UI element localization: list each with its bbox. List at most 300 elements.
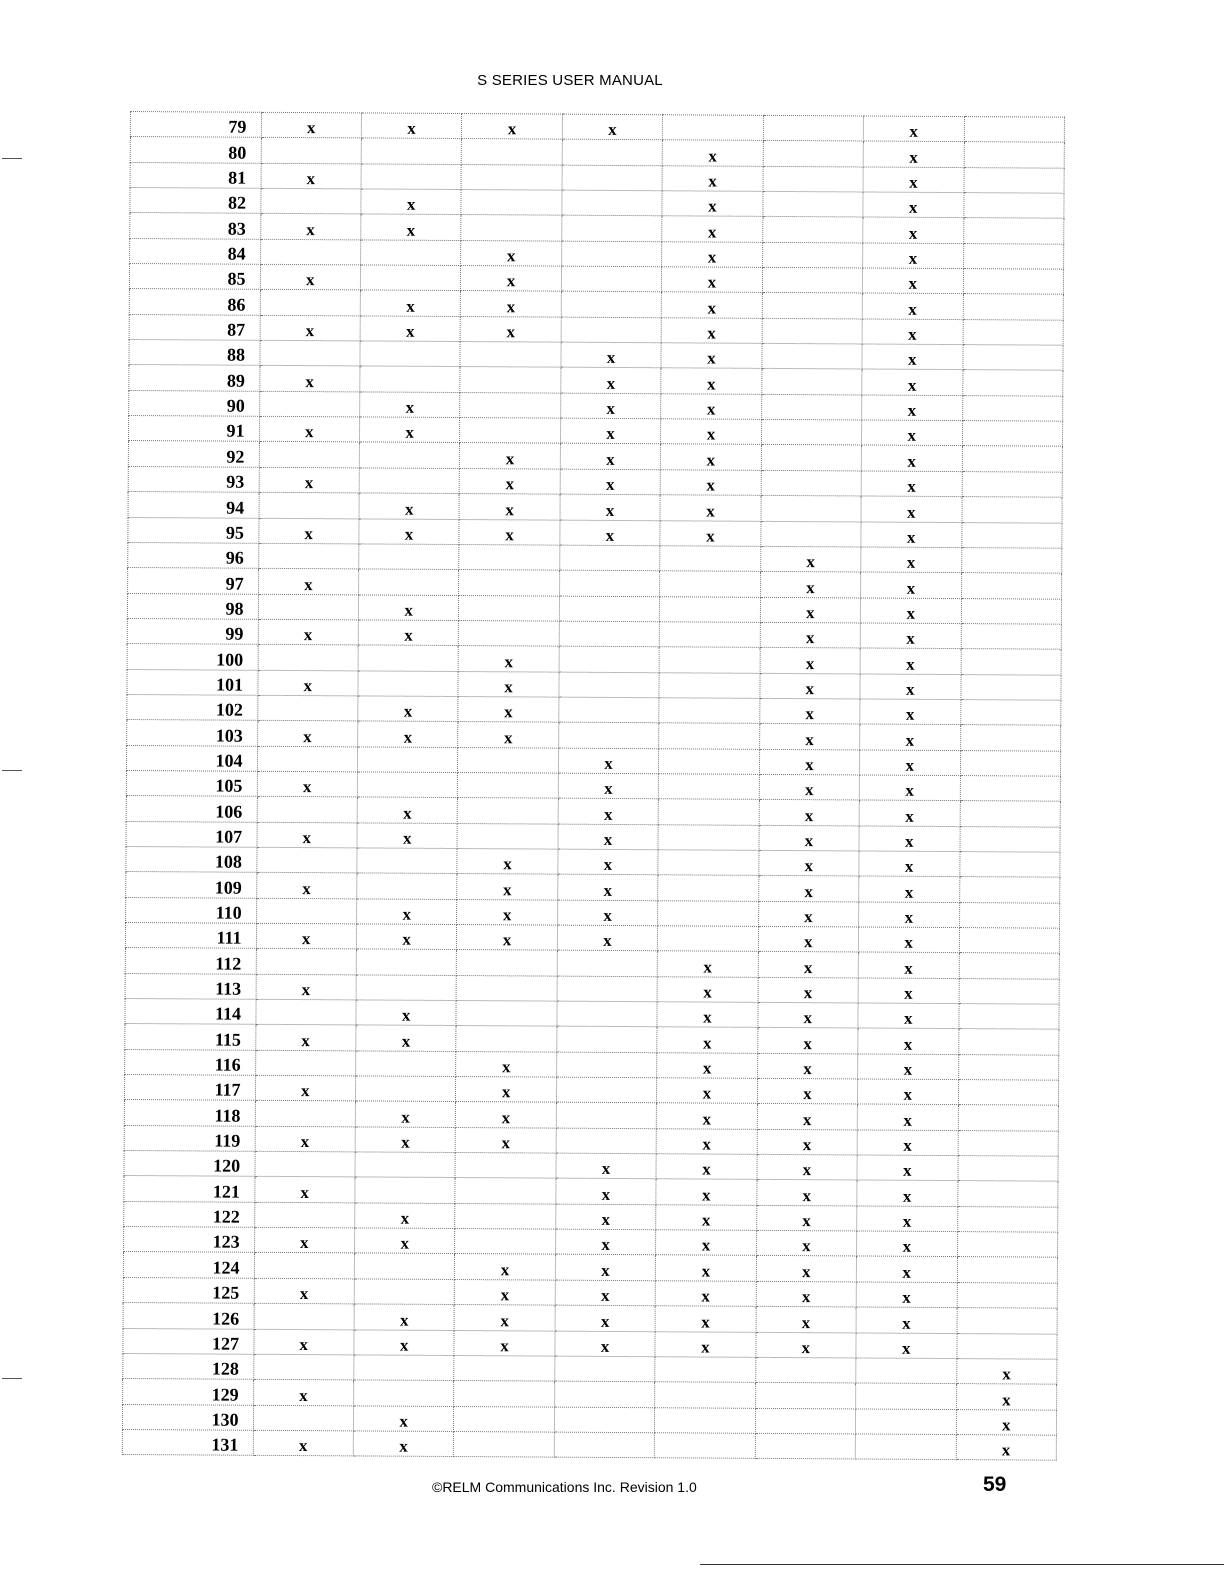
mark-cell — [359, 569, 460, 595]
mark-cell — [457, 950, 558, 976]
mark-cell: x — [863, 243, 964, 269]
mark-cell — [959, 877, 1060, 903]
mark-cell: x — [560, 494, 661, 520]
mark-cell — [459, 570, 560, 596]
mark-cell: x — [759, 825, 860, 851]
row-number: 123 — [124, 1227, 255, 1253]
mark-cell: x — [863, 167, 964, 193]
mark-cell — [963, 294, 1064, 320]
mark-cell — [658, 875, 759, 901]
mark-cell — [957, 1308, 1058, 1334]
mark-cell — [957, 1282, 1058, 1308]
mark-cell: x — [557, 925, 658, 951]
mark-cell — [556, 1077, 657, 1103]
mark-cell — [354, 1355, 455, 1381]
mark-cell — [254, 1202, 355, 1228]
row-number: 111 — [125, 922, 256, 948]
mark-cell: x — [756, 1332, 857, 1358]
mark-cell — [359, 468, 460, 494]
mark-cell — [355, 1076, 456, 1102]
mark-cell: x — [562, 114, 663, 140]
mark-cell: x — [258, 568, 359, 594]
mark-cell: x — [360, 316, 461, 342]
mark-cell: x — [457, 925, 558, 951]
mark-cell — [356, 949, 457, 975]
mark-cell: x — [461, 240, 562, 266]
mark-cell: x — [361, 214, 462, 240]
mark-cell: x — [758, 850, 859, 876]
mark-cell: x — [759, 724, 860, 750]
row-number: 88 — [129, 340, 260, 366]
mark-cell — [755, 1357, 856, 1383]
mark-cell: x — [456, 1077, 557, 1103]
mark-cell: x — [656, 1128, 757, 1154]
mark-cell: x — [460, 468, 561, 494]
mark-cell — [655, 1433, 756, 1459]
row-number: 81 — [130, 162, 261, 188]
mark-cell: x — [861, 471, 962, 497]
mark-cell: x — [359, 493, 460, 519]
mark-cell: x — [458, 671, 559, 697]
mark-cell — [959, 826, 1060, 852]
mark-cell: x — [862, 344, 963, 370]
mark-cell: x — [358, 696, 459, 722]
mark-cell: x — [956, 1358, 1057, 1384]
mark-cell — [260, 290, 361, 316]
mark-cell: x — [260, 264, 361, 290]
mark-cell: x — [656, 1205, 757, 1231]
mark-cell: x — [859, 876, 960, 902]
mark-cell: x — [863, 141, 964, 167]
mark-cell — [261, 138, 362, 164]
mark-cell — [554, 1381, 655, 1407]
mark-cell — [658, 900, 759, 926]
mark-cell — [963, 269, 1064, 295]
row-number: 110 — [126, 897, 257, 923]
mark-cell — [560, 545, 661, 571]
mark-cell: x — [956, 1434, 1057, 1460]
mark-cell: x — [861, 547, 962, 573]
mark-cell: x — [461, 266, 562, 292]
mark-cell — [660, 571, 761, 597]
row-number: 107 — [126, 821, 257, 847]
mark-cell: x — [657, 951, 758, 977]
mark-cell: x — [859, 775, 960, 801]
mark-cell: x — [357, 823, 458, 849]
mark-cell: x — [455, 1279, 556, 1305]
mark-cell — [357, 746, 458, 772]
mark-cell: x — [860, 674, 961, 700]
mark-cell: x — [657, 1052, 758, 1078]
mark-cell: x — [259, 366, 360, 392]
mark-cell: x — [863, 192, 964, 218]
mark-cell — [658, 926, 759, 952]
mark-cell — [460, 392, 561, 418]
mark-cell: x — [858, 952, 959, 978]
mark-cell — [561, 292, 662, 318]
mark-cell: x — [457, 848, 558, 874]
row-number: 112 — [125, 948, 256, 974]
row-number: 90 — [129, 390, 260, 416]
mark-cell — [855, 1434, 956, 1460]
mark-cell: x — [856, 1332, 957, 1358]
mark-cell: x — [355, 1101, 456, 1127]
mark-cell: x — [561, 368, 662, 394]
mark-cell — [960, 750, 1061, 776]
mark-cell — [655, 1357, 756, 1383]
mark-cell: x — [860, 623, 961, 649]
mark-cell: x — [858, 1054, 959, 1080]
mark-cell: x — [662, 191, 763, 217]
mark-cell: x — [759, 749, 860, 775]
mark-cell — [659, 698, 760, 724]
mark-cell: x — [254, 1177, 355, 1203]
mark-cell: x — [657, 1103, 758, 1129]
mark-cell: x — [756, 1205, 857, 1231]
mark-cell — [259, 340, 360, 366]
mark-cell: x — [857, 1155, 958, 1181]
mark-cell: x — [558, 874, 659, 900]
mark-cell: x — [260, 214, 361, 240]
mark-cell: x — [857, 1231, 958, 1257]
mark-cell: x — [255, 1075, 356, 1101]
mark-cell — [557, 976, 658, 1002]
mark-cell — [461, 190, 562, 216]
mark-cell: x — [757, 1078, 858, 1104]
row-number: 79 — [130, 112, 261, 138]
mark-cell: x — [456, 1102, 557, 1128]
mark-cell: x — [455, 1254, 556, 1280]
mark-cell: x — [555, 1255, 656, 1281]
row-number: 124 — [123, 1252, 254, 1278]
mark-cell: x — [354, 1304, 455, 1330]
mark-cell — [761, 419, 862, 445]
mark-cell — [556, 1103, 657, 1129]
mark-cell: x — [860, 750, 961, 776]
mark-cell — [559, 646, 660, 672]
mark-cell: x — [661, 343, 762, 369]
mark-cell — [461, 164, 562, 190]
table-row — [122, 1429, 1056, 1460]
mark-cell: x — [361, 113, 462, 139]
mark-cell — [259, 391, 360, 417]
mark-cell — [254, 1303, 355, 1329]
mark-cell: x — [353, 1405, 454, 1431]
mark-cell: x — [956, 1384, 1057, 1410]
row-number: 120 — [124, 1151, 255, 1177]
row-number: 103 — [127, 720, 258, 746]
mark-cell — [260, 188, 361, 214]
mark-cell — [962, 395, 1063, 421]
mark-cell: x — [656, 1255, 757, 1281]
mark-cell: x — [261, 112, 362, 138]
mark-cell — [959, 852, 1060, 878]
mark-cell — [256, 898, 357, 924]
mark-cell — [257, 797, 358, 823]
mark-cell: x — [461, 291, 562, 317]
mark-cell — [458, 798, 559, 824]
mark-cell: x — [655, 1306, 756, 1332]
mark-cell — [259, 492, 360, 518]
mark-cell — [358, 645, 459, 671]
mark-cell — [254, 1253, 355, 1279]
mark-cell — [763, 115, 864, 141]
mark-cell: x — [459, 519, 560, 545]
row-number: 105 — [126, 770, 257, 796]
mark-cell — [457, 823, 558, 849]
mark-cell: x — [360, 392, 461, 418]
mark-cell — [355, 1152, 456, 1178]
mark-cell: x — [760, 572, 861, 598]
mark-cell — [459, 544, 560, 570]
mark-cell: x — [662, 216, 763, 242]
mark-cell — [258, 645, 359, 671]
mark-cell — [964, 167, 1065, 193]
mark-cell — [456, 1001, 557, 1027]
mark-cell — [761, 445, 862, 471]
mark-cell — [957, 1232, 1058, 1258]
mark-cell: x — [657, 1078, 758, 1104]
mark-cell: x — [256, 873, 357, 899]
mark-cell — [361, 164, 462, 190]
mark-cell: x — [759, 774, 860, 800]
mark-cell: x — [660, 520, 761, 546]
mark-cell: x — [255, 1025, 356, 1051]
mark-cell: x — [560, 418, 661, 444]
mark-cell — [957, 1181, 1058, 1207]
row-number: 127 — [123, 1328, 254, 1354]
mark-cell — [763, 191, 864, 217]
mark-cell — [361, 138, 462, 164]
mark-cell — [763, 166, 864, 192]
mark-cell: x — [257, 822, 358, 848]
mark-cell — [658, 824, 759, 850]
mark-cell — [659, 647, 760, 673]
mark-cell — [660, 596, 761, 622]
mark-cell — [356, 975, 457, 1001]
mark-cell: x — [860, 699, 961, 725]
mark-cell: x — [655, 1281, 756, 1307]
mark-cell: x — [860, 724, 961, 750]
mark-cell — [960, 674, 1061, 700]
mark-cell — [660, 546, 761, 572]
mark-cell: x — [758, 977, 859, 1003]
mark-cell — [960, 801, 1061, 827]
mark-cell — [455, 1229, 556, 1255]
row-number: 125 — [123, 1277, 254, 1303]
row-number: 109 — [126, 872, 257, 898]
mark-cell: x — [858, 1003, 959, 1029]
mark-cell — [761, 521, 862, 547]
scan-edge-mark — [2, 158, 22, 159]
scan-edge-mark — [2, 1378, 22, 1379]
mark-cell — [561, 241, 662, 267]
mark-cell — [559, 596, 660, 622]
mark-cell — [958, 1130, 1059, 1156]
mark-cell — [957, 1257, 1058, 1283]
mark-cell — [655, 1407, 756, 1433]
mark-cell: x — [253, 1329, 354, 1355]
mark-cell — [958, 1054, 1059, 1080]
mark-cell: x — [857, 1206, 958, 1232]
mark-cell: x — [656, 1179, 757, 1205]
mark-cell — [755, 1433, 856, 1459]
mark-cell — [258, 594, 359, 620]
mark-cell: x — [661, 292, 762, 318]
mark-cell — [559, 570, 660, 596]
mark-cell: x — [255, 1126, 356, 1152]
row-number: 94 — [128, 492, 259, 518]
mark-cell: x — [662, 165, 763, 191]
mark-cell — [257, 695, 358, 721]
mark-cell: x — [359, 518, 460, 544]
mark-cell — [961, 598, 1062, 624]
mark-cell — [962, 446, 1063, 472]
mark-cell: x — [558, 773, 659, 799]
mark-cell: x — [661, 394, 762, 420]
mark-cell — [959, 928, 1060, 954]
row-number: 116 — [125, 1049, 256, 1075]
mark-cell: x — [760, 546, 861, 572]
mark-cell — [755, 1383, 856, 1409]
mark-cell: x — [758, 876, 859, 902]
mark-cell: x — [253, 1430, 354, 1456]
mark-cell — [761, 369, 862, 395]
mark-cell — [762, 293, 863, 319]
mark-cell — [455, 1203, 556, 1229]
mark-cell: x — [353, 1431, 454, 1457]
mark-cell — [659, 672, 760, 698]
mark-cell — [957, 1156, 1058, 1182]
mark-cell: x — [861, 445, 962, 471]
mark-cell: x — [856, 1282, 957, 1308]
mark-cell: x — [862, 395, 963, 421]
mark-cell: x — [360, 290, 461, 316]
mark-cell: x — [861, 521, 962, 547]
mark-cell: x — [454, 1305, 555, 1331]
mark-cell: x — [758, 926, 859, 952]
mark-cell — [961, 547, 1062, 573]
mark-cell: x — [555, 1204, 656, 1230]
row-number: 102 — [127, 694, 258, 720]
row-number: 92 — [128, 441, 259, 467]
mark-cell — [359, 442, 460, 468]
mark-cell: x — [258, 619, 359, 645]
row-number: 121 — [124, 1176, 255, 1202]
mark-cell — [762, 343, 863, 369]
mark-cell: x — [858, 1028, 959, 1054]
mark-cell — [259, 442, 360, 468]
mark-cell: x — [558, 748, 659, 774]
row-number: 87 — [129, 314, 260, 340]
mark-cell: x — [359, 417, 460, 443]
mark-cell — [357, 772, 458, 798]
row-number: 130 — [122, 1404, 253, 1430]
mark-cell: x — [457, 874, 558, 900]
page-header-title: S SERIES USER MANUAL — [477, 72, 663, 89]
row-number: 115 — [125, 1024, 256, 1050]
row-number: 96 — [128, 542, 259, 568]
mark-cell: x — [257, 670, 358, 696]
mark-cell — [459, 620, 560, 646]
mark-cell — [961, 522, 1062, 548]
mark-cell — [359, 544, 460, 570]
mark-cell — [557, 950, 658, 976]
mark-cell — [663, 115, 764, 141]
mark-cell: x — [358, 594, 459, 620]
mark-cell: x — [863, 217, 964, 243]
mark-cell — [454, 1381, 555, 1407]
mark-cell — [360, 265, 461, 291]
mark-cell — [856, 1408, 957, 1434]
scan-edge-mark — [2, 770, 22, 771]
mark-cell: x — [556, 1179, 657, 1205]
mark-cell: x — [757, 1104, 858, 1130]
row-number: 119 — [124, 1125, 255, 1151]
mark-cell: x — [356, 1000, 457, 1026]
mark-cell: x — [856, 1307, 957, 1333]
mark-cell: x — [256, 923, 357, 949]
mark-cell: x — [759, 698, 860, 724]
mark-cell: x — [555, 1280, 656, 1306]
mark-cell: x — [859, 902, 960, 928]
mark-cell: x — [261, 163, 362, 189]
row-number: 84 — [130, 238, 261, 264]
mark-cell — [554, 1407, 655, 1433]
mark-cell — [958, 1105, 1059, 1131]
mark-cell: x — [458, 646, 559, 672]
mark-cell — [458, 747, 559, 773]
row-number: 113 — [125, 973, 256, 999]
mark-cell: x — [260, 315, 361, 341]
mark-cell — [559, 697, 660, 723]
mark-cell — [355, 1177, 456, 1203]
mark-cell — [260, 239, 361, 265]
mark-cell: x — [462, 114, 563, 140]
mark-cell: x — [357, 797, 458, 823]
mark-cell — [559, 672, 660, 698]
row-number: 80 — [130, 137, 261, 163]
mark-cell: x — [757, 1154, 858, 1180]
mark-cell: x — [361, 189, 462, 215]
mark-cell — [458, 772, 559, 798]
mark-cell — [961, 649, 1062, 675]
mark-cell — [561, 317, 662, 343]
mark-cell — [761, 470, 862, 496]
mark-cell — [962, 421, 1063, 447]
mark-cell — [557, 1001, 658, 1027]
mark-cell — [962, 345, 1063, 371]
mark-cell: x — [862, 319, 963, 345]
mark-cell: x — [460, 316, 561, 342]
mark-cell — [962, 497, 1063, 523]
mark-cell: x — [558, 849, 659, 875]
mark-cell — [253, 1354, 354, 1380]
mark-cell: x — [358, 721, 459, 747]
mark-cell: x — [257, 721, 358, 747]
table-body — [122, 112, 1064, 1461]
mark-cell: x — [357, 899, 458, 925]
mark-cell — [360, 341, 461, 367]
mark-cell — [963, 319, 1064, 345]
mark-cell: x — [254, 1227, 355, 1253]
mark-cell — [658, 850, 759, 876]
mark-cell: x — [457, 899, 558, 925]
mark-cell — [255, 1101, 356, 1127]
mark-cell: x — [459, 494, 560, 520]
mark-cell — [959, 978, 1060, 1004]
mark-cell — [456, 1026, 557, 1052]
